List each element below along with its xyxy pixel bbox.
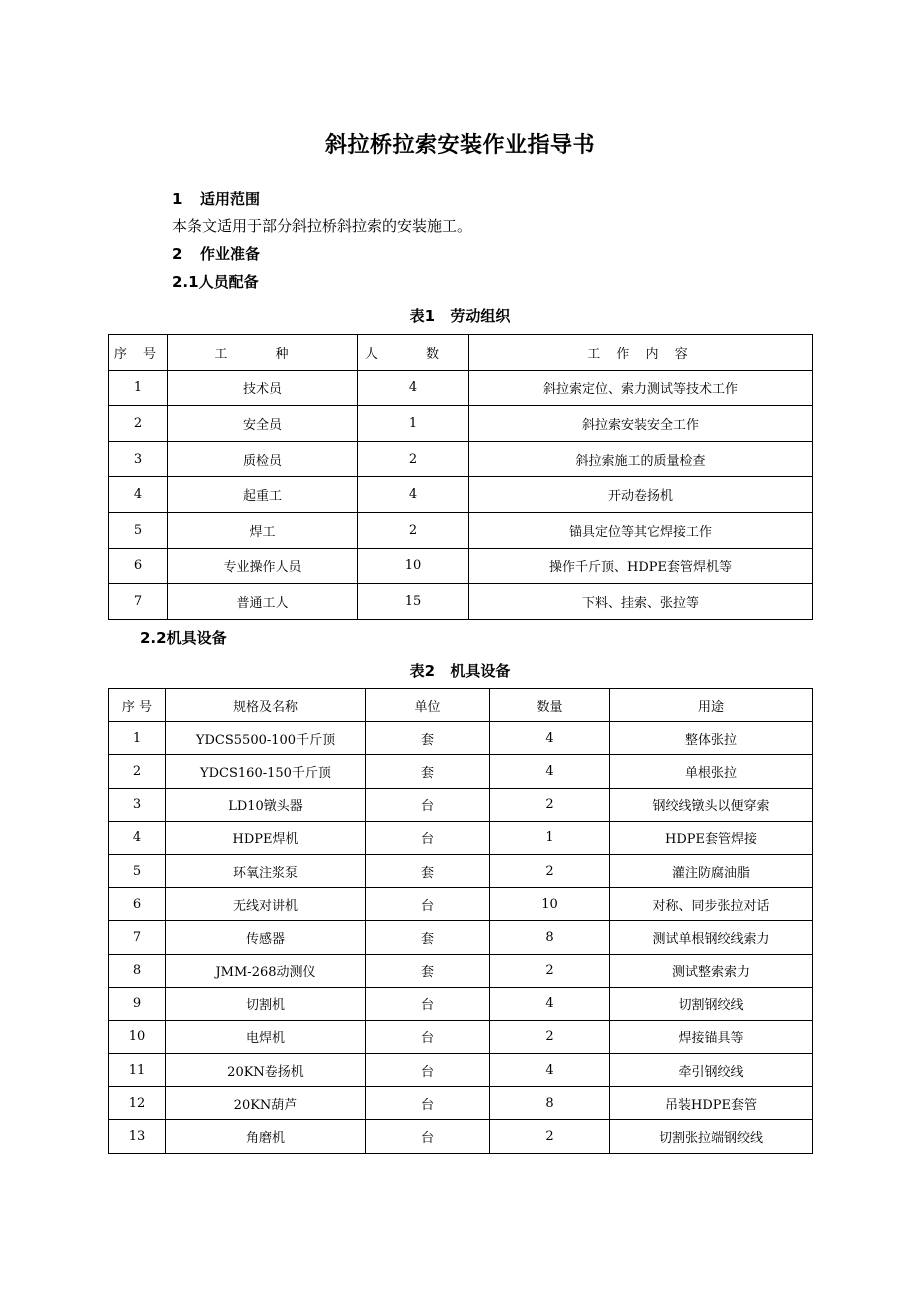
table-row bbox=[109, 406, 813, 442]
cell-index: 4 bbox=[109, 821, 166, 854]
cell-index: 8 bbox=[109, 954, 166, 987]
cell-purpose: 切割钢绞线 bbox=[610, 987, 813, 1020]
cell-index: 7 bbox=[109, 584, 168, 620]
cell-purpose: 切割张拉端钢绞线 bbox=[610, 1120, 813, 1153]
cell-work-content: 斜拉索定位、索力测试等技术工作 bbox=[469, 370, 813, 406]
table-row bbox=[109, 1087, 813, 1120]
cell-quantity: 1 bbox=[490, 821, 610, 854]
equipment-table bbox=[108, 688, 813, 1154]
section-heading-2 bbox=[172, 243, 260, 264]
cell-unit: 套 bbox=[366, 854, 490, 887]
cell-spec-name: 电焊机 bbox=[166, 1020, 366, 1053]
cell-quantity: 4 bbox=[490, 1054, 610, 1087]
cell-spec-name: 20KN卷扬机 bbox=[166, 1054, 366, 1087]
cell-index: 12 bbox=[109, 1087, 166, 1120]
table-row bbox=[109, 370, 813, 406]
cell-work-content: 斜拉索安装安全工作 bbox=[469, 406, 813, 442]
cell-purpose: 整体张拉 bbox=[610, 722, 813, 755]
cell-quantity: 2 bbox=[490, 954, 610, 987]
header-cell-unit: 单位 bbox=[366, 689, 490, 722]
table-1-caption: 表1 劳动组织 bbox=[409, 307, 511, 325]
cell-unit: 台 bbox=[366, 1054, 490, 1087]
cell-work-content: 操作千斤顶、HDPE套管焊机等 bbox=[469, 548, 813, 584]
table-row bbox=[109, 548, 813, 584]
table-row bbox=[109, 1054, 813, 1087]
cell-purpose: 灌注防腐油脂 bbox=[610, 854, 813, 887]
cell-spec-name: 环氧注浆泵 bbox=[166, 854, 366, 887]
cell-index: 3 bbox=[109, 788, 166, 821]
table-row bbox=[109, 921, 813, 954]
labor-organization-table bbox=[108, 334, 813, 620]
table-1-body bbox=[109, 335, 813, 620]
cell-index: 1 bbox=[109, 370, 168, 406]
cell-unit: 台 bbox=[366, 888, 490, 921]
cell-index: 1 bbox=[109, 722, 166, 755]
cell-quantity: 10 bbox=[490, 888, 610, 921]
cell-headcount: 15 bbox=[358, 584, 469, 620]
cell-unit: 套 bbox=[366, 921, 490, 954]
section-1-paragraph: 本条文适用于部分斜拉桥斜拉索的安装施工。 bbox=[172, 217, 473, 235]
header-cell-spec-name: 规格及名称 bbox=[166, 689, 366, 722]
page-title: 斜拉桥拉索安装作业指导书 bbox=[324, 133, 595, 158]
cell-index: 9 bbox=[109, 987, 166, 1020]
table-row bbox=[109, 584, 813, 620]
cell-unit: 台 bbox=[366, 788, 490, 821]
cell-spec-name: 角磨机 bbox=[166, 1120, 366, 1153]
cell-unit: 套 bbox=[366, 954, 490, 987]
cell-headcount: 2 bbox=[358, 512, 469, 548]
cell-headcount: 2 bbox=[358, 441, 469, 477]
cell-work-content: 锚具定位等其它焊接工作 bbox=[469, 512, 813, 548]
cell-index: 3 bbox=[109, 441, 168, 477]
cell-headcount: 4 bbox=[358, 477, 469, 513]
cell-purpose: 测试单根钢绞线索力 bbox=[610, 921, 813, 954]
table-2-caption: 表2 机具设备 bbox=[409, 662, 511, 680]
cell-index: 13 bbox=[109, 1120, 166, 1153]
cell-index: 10 bbox=[109, 1020, 166, 1053]
cell-index: 2 bbox=[109, 406, 168, 442]
table-row bbox=[109, 755, 813, 788]
cell-unit: 台 bbox=[366, 1020, 490, 1053]
header-cell-work-content: 工 作 内 容 bbox=[469, 335, 813, 371]
cell-work-content: 斜拉索施工的质量检查 bbox=[469, 441, 813, 477]
cell-index: 6 bbox=[109, 888, 166, 921]
table-row bbox=[109, 888, 813, 921]
header-cell-index: 序 号 bbox=[109, 689, 166, 722]
header-cell-job-type: 工 种 bbox=[168, 335, 358, 371]
cell-index: 5 bbox=[109, 854, 166, 887]
cell-unit: 套 bbox=[366, 722, 490, 755]
cell-purpose: 钢绞线镦头以便穿索 bbox=[610, 788, 813, 821]
cell-quantity: 8 bbox=[490, 921, 610, 954]
cell-job-type: 起重工 bbox=[168, 477, 358, 513]
cell-quantity: 4 bbox=[490, 755, 610, 788]
cell-unit: 台 bbox=[366, 987, 490, 1020]
table-row bbox=[109, 1120, 813, 1153]
cell-index: 6 bbox=[109, 548, 168, 584]
cell-job-type: 专业操作人员 bbox=[168, 548, 358, 584]
table-2-body bbox=[109, 689, 813, 1154]
cell-unit: 台 bbox=[366, 821, 490, 854]
section-label: 适用范围 bbox=[200, 190, 261, 208]
cell-quantity: 4 bbox=[490, 987, 610, 1020]
cell-purpose: 焊接锚具等 bbox=[610, 1020, 813, 1053]
cell-spec-name: JMM-268动测仪 bbox=[166, 954, 366, 987]
cell-unit: 台 bbox=[366, 1120, 490, 1153]
cell-spec-name: 切割机 bbox=[166, 987, 366, 1020]
section-label: 作业准备 bbox=[200, 245, 261, 263]
cell-index: 5 bbox=[109, 512, 168, 548]
cell-purpose: 牵引钢绞线 bbox=[610, 1054, 813, 1087]
cell-work-content: 下料、挂索、张拉等 bbox=[469, 584, 813, 620]
cell-quantity: 2 bbox=[490, 788, 610, 821]
table-row bbox=[109, 477, 813, 513]
table-row bbox=[109, 954, 813, 987]
cell-headcount: 10 bbox=[358, 548, 469, 584]
cell-index: 2 bbox=[109, 755, 166, 788]
cell-quantity: 2 bbox=[490, 1020, 610, 1053]
cell-job-type: 质检员 bbox=[168, 441, 358, 477]
cell-work-content: 开动卷扬机 bbox=[469, 477, 813, 513]
cell-quantity: 2 bbox=[490, 854, 610, 887]
cell-spec-name: YDCS160-150千斤顶 bbox=[166, 755, 366, 788]
cell-job-type: 普通工人 bbox=[168, 584, 358, 620]
table-row bbox=[109, 1020, 813, 1053]
table-row bbox=[109, 512, 813, 548]
table-row bbox=[109, 987, 813, 1020]
cell-spec-name: HDPE焊机 bbox=[166, 821, 366, 854]
header-cell-index: 序 号 bbox=[109, 335, 168, 371]
table-row bbox=[109, 821, 813, 854]
table-header-row bbox=[109, 335, 813, 371]
cell-purpose: 单根张拉 bbox=[610, 755, 813, 788]
cell-spec-name: 20KN葫芦 bbox=[166, 1087, 366, 1120]
table-row bbox=[109, 722, 813, 755]
cell-index: 7 bbox=[109, 921, 166, 954]
cell-purpose: 对称、同步张拉对话 bbox=[610, 888, 813, 921]
section-heading-2-1: 2.1人员配备 bbox=[172, 273, 259, 291]
cell-spec-name: YDCS5500-100千斤顶 bbox=[166, 722, 366, 755]
section-number: 2 bbox=[172, 245, 183, 263]
cell-job-type: 技术员 bbox=[168, 370, 358, 406]
cell-purpose: 测试整索索力 bbox=[610, 954, 813, 987]
table-row bbox=[109, 441, 813, 477]
cell-headcount: 1 bbox=[358, 406, 469, 442]
section-heading-2-2: 2.2机具设备 bbox=[140, 629, 227, 647]
header-cell-headcount: 人 数 bbox=[358, 335, 469, 371]
cell-quantity: 8 bbox=[490, 1087, 610, 1120]
table-header-row bbox=[109, 689, 813, 722]
section-number: 1 bbox=[172, 190, 183, 208]
cell-quantity: 2 bbox=[490, 1120, 610, 1153]
cell-purpose: 吊装HDPE套管 bbox=[610, 1087, 813, 1120]
cell-quantity: 4 bbox=[490, 722, 610, 755]
cell-spec-name: 传感器 bbox=[166, 921, 366, 954]
cell-index: 4 bbox=[109, 477, 168, 513]
cell-purpose: HDPE套管焊接 bbox=[610, 821, 813, 854]
table-row bbox=[109, 788, 813, 821]
cell-unit: 套 bbox=[366, 755, 490, 788]
cell-spec-name: 无线对讲机 bbox=[166, 888, 366, 921]
header-cell-quantity: 数量 bbox=[490, 689, 610, 722]
cell-job-type: 安全员 bbox=[168, 406, 358, 442]
cell-headcount: 4 bbox=[358, 370, 469, 406]
section-heading-1 bbox=[172, 188, 260, 209]
cell-job-type: 焊工 bbox=[168, 512, 358, 548]
cell-index: 11 bbox=[109, 1054, 166, 1087]
table-row bbox=[109, 854, 813, 887]
cell-spec-name: LD10镦头器 bbox=[166, 788, 366, 821]
header-cell-purpose: 用途 bbox=[610, 689, 813, 722]
cell-unit: 台 bbox=[366, 1087, 490, 1120]
